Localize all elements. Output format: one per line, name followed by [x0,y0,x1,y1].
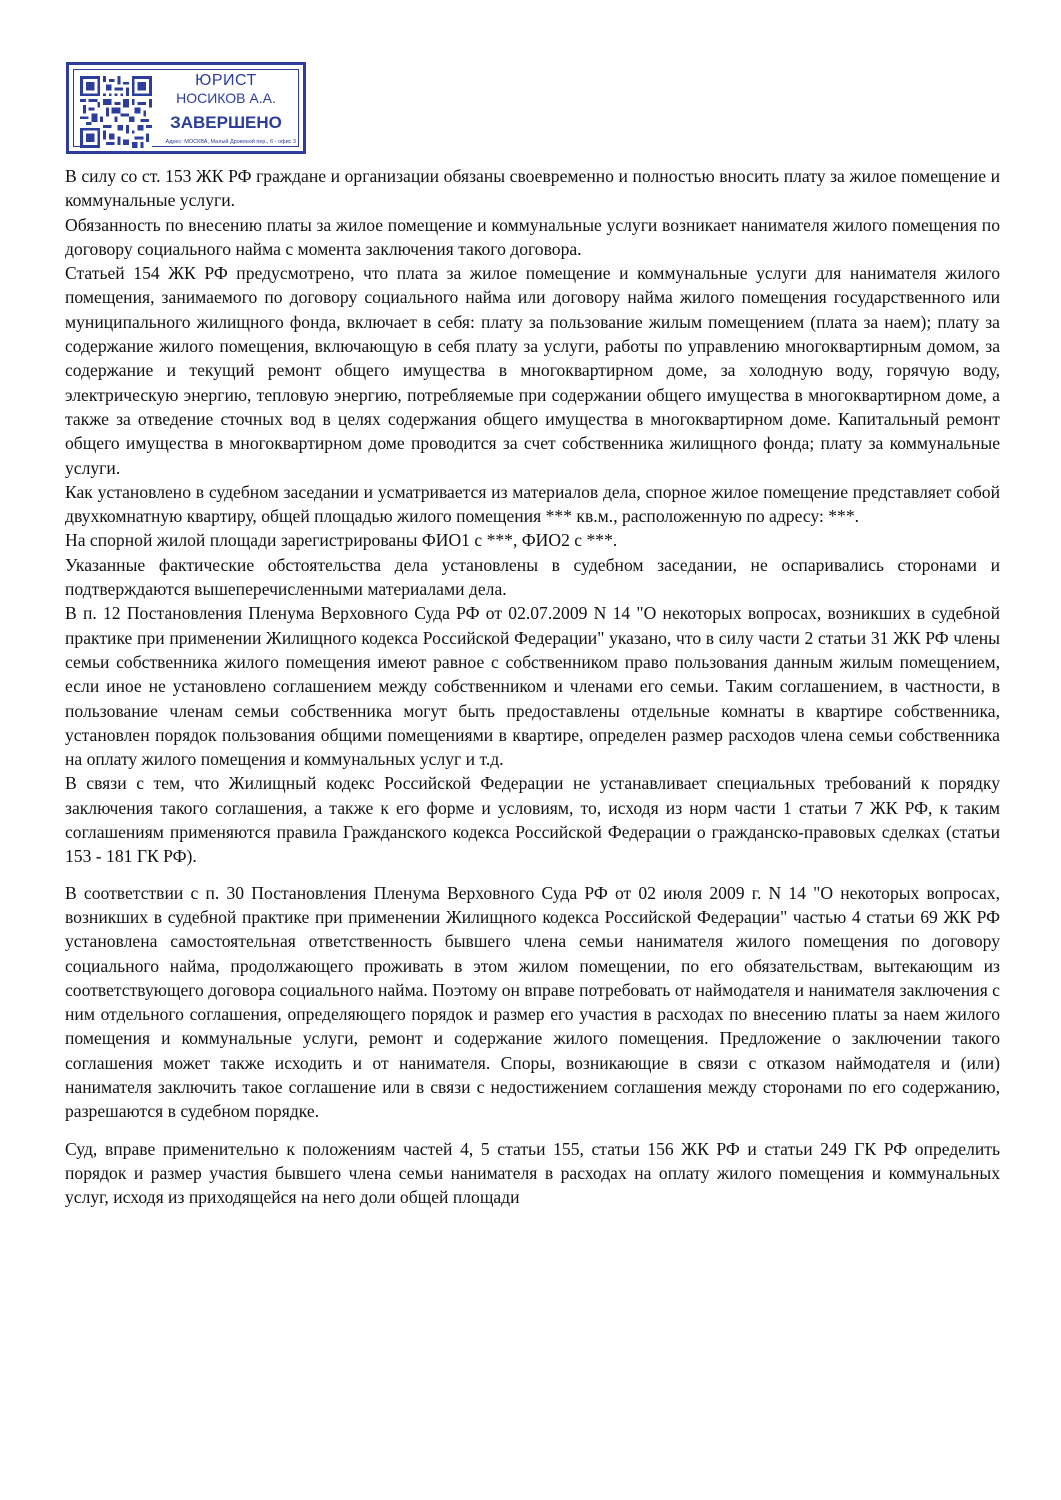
paragraph-10: Суд, вправе применительно к положениям частей 4, 5 статьи 155, статьи 156 ЖК РФ и статьи 249 ГК РФ определить порядок и размер участия бывшего члена семьи нанимателя в расходах на оплату жилого помещения и коммунальных услуг, исходя из приходящейся на него доли общей площади [65,1138,1000,1208]
stamp-status: ЗАВЕРШЕНО [170,113,282,132]
paragraph-3: Статьей 154 ЖК РФ предусмотрено, что плата за жилое помещение и коммунальные услуги для нанимателя жилого помещения, занимаемого по договору социального найма или договору найма жилого помещения государственного или муниципального жилищного фонда, включает в себя: плату за пользование жилым помещением (плата за наем); плату за содержание жилого помещения, включающую в себя плату за услуги, работы по управлению многоквартирным домом, за содержание и текущий ремонт общего имущества в многоквартирном доме, за холодную воду, горячую воду, электрическую энергию, тепловую энергию, потребляемые при содержании общего имущества в многоквартирном доме, а также за отведение сточных вод в целях содержания общего имущества в многоквартирном доме. Капитальный ремонт общего имущества в многоквартирном доме проводится за счет собственника жилищного фонда; плату за коммунальные услуги. [65,263,1000,478]
paragraph-7: В п. 12 Постановления Пленума Верховного Суда РФ от 02.07.2009 N 14 "О некоторых вопросах, возникших в судебной практике при применении Жилищного кодекса Российской Федерации" указано, что в силу части 2 статьи 31 ЖК РФ члены семьи собственника жилого помещения имеют равное с собственником право пользования данным жилым помещением, если иное не установлено соглашением между собственником и членами его семьи. Таким соглашением, в частности, в пользование членам семьи собственника могут быть предоставлены отдельные комнаты в квартире собственника, установлен порядок пользования общими помещениями в квартире, определен размер расходов члена семьи собственника на оплату жилого помещения и коммунальных услуг и т.д. [65,603,1000,770]
stamp-text-block [158,72,294,133]
paragraph-8: В связи с тем, что Жилищный кодекс Российской Федерации не устанавливает специальных требований к порядку заключения такого соглашения, а также к его форме и условиям, то, исходя из норм части 1 статьи 7 ЖК РФ, к таким соглашениям применяются правила Гражданского кодекса Российской Федерации о гражданско-правовых сделках (статьи 153 - 181 ГК РФ). [65,773,1000,867]
stamp-address: Адрес: МОСКВА, Малый Дровяной пер., 6 - офис 3 [165,139,296,145]
stamp-title: ЮРИСТ [195,72,257,89]
stamp-inner-frame [73,69,299,147]
lawyer-stamp [66,62,306,154]
qr-code-icon [80,76,152,148]
stamp-lawyer-name: НОСИКОВ А.А. [176,90,276,106]
paragraph-6: Указанные фактические обстоятельства дела установлены в судебном заседании, не оспаривались сторонами и подтверждаются вышеперечисленными материалами дела. [65,554,1000,600]
paragraph-2: Обязанность по внесению платы за жилое помещение и коммунальные услуги возникает нанимателя жилого помещения по договору социального найма с момента заключения такого договора. [65,214,1000,259]
paragraph-9: В соответствии с п. 30 Постановления Пленума Верховного Суда РФ от 02 июля 2009 г. N 14 "О некоторых вопросах, возникших в судебной практике при применении Жилищного кодекса Российской Федерации" частью 4 статьи 69 ЖК РФ установлена самостоятельная ответственность бывшего члена семьи нанимателя жилого помещения по договору социального найма, продолжающего проживать в этом жилом помещении, по его обязательствам, вытекающим из соответствующего договора социального найма. Поэтому он вправе потребовать от наймодателя и нанимателя заключения с ним отдельного соглашения, определяющего порядок и размер его участия в расходах по внесению платы за наем жилого помещения и коммунальные услуги, ремонт и содержание жилого помещения. Предложение о заключении такого соглашения может также исходить и от нанимателя. Споры, возникающие в связи с отказом наймодателя и (или) нанимателя заключить такое соглашение или в связи с недостижением соглашения между сторонами по его содержанию, разрешаются в судебном порядке. [65,882,1000,1122]
paragraph-4: Как установлено в судебном заседании и усматривается из материалов дела, спорное жилое помещение представляет собой двухкомнатную квартиру, общей площадью жилого помещения *** кв.м., расположенную по адресу: ***. [65,481,1000,527]
paragraph-1: В силу со ст. 153 ЖК РФ граждане и организации обязаны своевременно и полностью вносить плату за жилое помещение и коммунальные услуги. [65,166,1000,211]
document-body [65,164,1000,1209]
paragraph-5: На спорной жилой площади зарегистрированы ФИО1 с ***, ФИО2 с ***. [65,530,618,551]
